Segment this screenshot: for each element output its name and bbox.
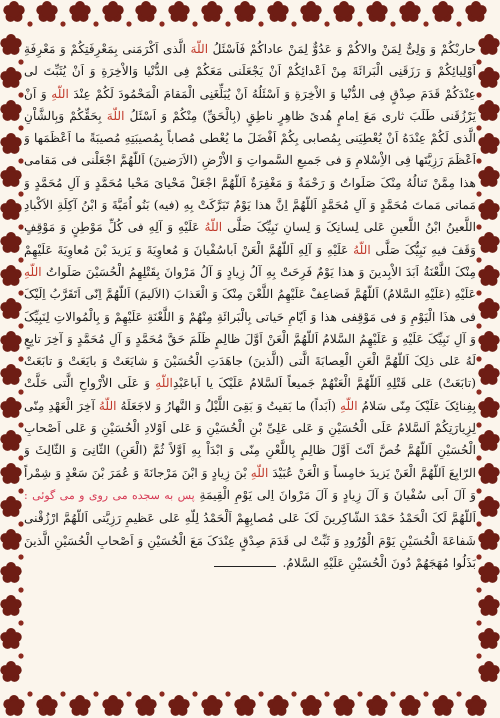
border-dot <box>476 653 481 658</box>
border-flower <box>36 1 57 22</box>
border-flower <box>478 34 499 55</box>
border-dot <box>18 125 23 130</box>
border-flower <box>366 695 387 716</box>
border-dot <box>93 691 98 696</box>
border-flower <box>0 331 21 352</box>
border-flower <box>478 628 499 649</box>
border-dot <box>390 691 395 696</box>
border-flower <box>0 364 21 385</box>
border-flower <box>0 595 21 616</box>
border-dot <box>476 620 481 625</box>
border-dot <box>476 59 481 64</box>
border-dot <box>18 488 23 493</box>
border-flower <box>478 133 499 154</box>
divine-name-highlight: اللّهُ <box>353 242 371 257</box>
border-dot <box>159 21 164 26</box>
border-flower <box>0 133 21 154</box>
border-flower <box>267 695 288 716</box>
border-dot <box>476 356 481 361</box>
border-flower <box>0 265 21 286</box>
prayer-segment: عَلَیْهِ وَ آلِهِ اَللّهُمَّ الْعَنْ اَباسُفْیانَ وَ مُعاوِیَةَ وَ یَزیدَ بْنَ مُعاوِیَةَ عَلَیْهِمْ مِنْکَ اللَّعْنَةُ اَبَدَ الاْبِدینَ وَ هذا یَوْمٌ فَرِحَتْ بِهِ آلُ زِیادٍ وَ آلُ مَرْوانَ بِقَتْلِهِمُ الْحُسَیْنَ صَلَواتُ <box>24 242 476 279</box>
border-flower <box>478 463 499 484</box>
border-dot <box>18 554 23 559</box>
border-flower <box>3 1 24 22</box>
border-flower <box>0 100 21 121</box>
border-flower <box>0 67 21 88</box>
border-dot <box>18 92 23 97</box>
end-line <box>214 566 276 567</box>
border-flower <box>300 1 321 22</box>
border-dot <box>291 21 296 26</box>
border-dot <box>476 554 481 559</box>
prostration-instruction: پس به سجده مى روى و مى گوئى : <box>24 488 195 502</box>
border-flower <box>478 397 499 418</box>
border-flower <box>0 166 21 187</box>
border-dot <box>18 521 23 526</box>
border-dot <box>18 191 23 196</box>
border-flower <box>168 695 189 716</box>
border-dot <box>291 691 296 696</box>
border-dot <box>476 521 481 526</box>
border-flower <box>69 695 90 716</box>
border-dot <box>18 59 23 64</box>
border-dot <box>18 422 23 427</box>
border-flower <box>478 232 499 253</box>
border-dot <box>476 488 481 493</box>
border-flower <box>0 496 21 517</box>
border-flower <box>478 199 499 220</box>
border-flower <box>478 67 499 88</box>
border-dot <box>258 691 263 696</box>
border-flower <box>0 34 21 55</box>
border-dot <box>476 290 481 295</box>
border-dot <box>476 92 481 97</box>
prayer-segment: اَللّهُمَّ لَکَ الْحَمْدُ حَمْدَ الشّاکِرینَ لَکَ عَلى مُصابِهِمْ اَلْحَمْدُ لِلّهِ عَلى عَظیمِ رَزِیَّتى اَللّهُمَّ ارْزُقْنى شَفاعَةَ الْحُسَیْنِ یَوْمَ الْوُرُودِ وَ ثَبِّتْ لى قَدَمَ صِدْقٍ عِنْدَکَ مَعَ الْحُسَیْنِ وَ اَصْحابِ الْحُسَیْنِ الَّذینَ بَذَلُوا مُهَجَهُمْ دُونَ الْحُسَیْنِ عَلَیْهِ السَّلامُ. <box>24 511 476 570</box>
border-flower <box>0 463 21 484</box>
prayer-segment: (اَبَداً) ما بَقیتُ وَ بَقِىَ اللَّیْلُ وَ النَّهارُ وَ لاجَعَلَهُ <box>116 398 340 413</box>
border-dot <box>126 691 131 696</box>
border-dot <box>476 224 481 229</box>
border-flower <box>69 1 90 22</box>
border-dot <box>27 21 32 26</box>
border-flower <box>478 364 499 385</box>
border-dot <box>18 587 23 592</box>
prayer-segment: عَلَیْهِ (عَلَیْهِ السَّلامُ) اَللّهُمَّ فَضاعِفْ عَلَیْهِمُ اللَّعْنَ مِنْکَ وَ الْعَذابَ (الاَلیمَ) اَللّهُمَّ اِنّى اَتَقَرَّبُ اِلَیْکَ فى هذَا الْیَوْمِ وَ فى مَوْقِفى هذا وَ اَیّامِ حَیاتى بِالْبَرائَةِ مِنْهُمْ وَ اللَّعْنَةِ عَلَیْهِمْ وَ بِالْمُوالاتِ لِنَبِیِّکَ وَ آلِ نَبِیِّکَ عَلَیْهِ وَ عَلَیْهِمُ السَّلامُ اَللّهُمَّ الْعَنْ اَوَّلَ ظالِمٍ ظَلَمَ حَقَّ مُحَمَّدٍ وَ آلِ مُحَمَّدٍ وَ آخِرَ تابِعٍ لَهُ عَلى ذلِکَ اَللّهُمَّ الْعَنِ الْعِصابَةَ الَّتى (الَّذینَ) جاهَدَتِ الْحُسَیْنَ وَ شایَعَتْ وَ بایَعَتْ وَ تابَعَتْ (تابَعَتْ) عَلى قَتْلِهِ اَللّهُمَّ الْعَنْهُمْ جَمیعاً اَلسَّلامُ عَلَیْکَ یا اَباعَبْدِ <box>24 287 476 391</box>
border-dot <box>476 422 481 427</box>
border-dot <box>27 691 32 696</box>
border-flower <box>36 695 57 716</box>
border-flower <box>0 397 21 418</box>
border-dot <box>225 691 230 696</box>
border-flower <box>135 1 156 22</box>
prayer-segment: بْنَ زِیادٍ وَ ابْنَ مَرْجانَةَ وَ عُمَرَ بْنَ سَعْدٍ وَ شِمْراً وَ آلَ اَبى سُفْیانَ وَ آلَ زِیادٍ وَ آلَ مَرْوانَ اِلى یَوْمِ الْقِیمَةِ <box>24 465 476 502</box>
border-dot <box>476 257 481 262</box>
prayer-segment: حاربْکُمْ وَ وَلِیٌّ لِمَنْ والاکُمْ وَ عَدُوٌّ لِمَنْ عاداکُمْ فَاَسْئَلُ <box>208 42 476 56</box>
border-dot <box>357 21 362 26</box>
border-flower <box>0 298 21 319</box>
border-flower <box>366 1 387 22</box>
border-flower <box>0 232 21 253</box>
border-dot <box>18 323 23 328</box>
border-flower <box>478 331 499 352</box>
border-flower <box>465 1 486 22</box>
border-dot <box>18 224 23 229</box>
border-dot <box>476 323 481 328</box>
prayer-segment: وَ اَنْ یَرْزُقَنى طَلَبَ ثارى مَعَ اِمامٍ هُدىً ظاهِرٍ ناطِقٍ (بِالْحَقِّ) مِنْکُمْ وَ اَسْئَلُ <box>24 86 476 123</box>
border-dot <box>192 691 197 696</box>
border-dot <box>159 691 164 696</box>
border-dot <box>18 620 23 625</box>
border-flower <box>478 298 499 319</box>
border-dot <box>357 691 362 696</box>
border-flower <box>0 199 21 220</box>
border-flower <box>478 166 499 187</box>
divine-name-highlight: اللّهَ <box>190 42 209 56</box>
divine-name-highlight: اللّهِ <box>51 86 69 101</box>
border-dot <box>18 356 23 361</box>
border-flower <box>168 1 189 22</box>
border-dot <box>456 21 461 26</box>
border-dot <box>60 691 65 696</box>
border-flower <box>3 695 24 716</box>
border-flower <box>478 100 499 121</box>
border-dot <box>476 587 481 592</box>
divine-name-highlight: اللّهُ <box>204 220 223 235</box>
border-dot <box>60 21 65 26</box>
border-flower <box>300 695 321 716</box>
border-flower <box>399 695 420 716</box>
border-flower <box>478 562 499 583</box>
border-dot <box>18 290 23 295</box>
border-dot <box>93 21 98 26</box>
divine-name-highlight: اللّهِ <box>339 398 358 413</box>
border-dot <box>390 21 395 26</box>
border-dot <box>18 257 23 262</box>
divine-name-highlight: اللّهِ <box>24 264 42 279</box>
border-dot <box>476 125 481 130</box>
border-flower <box>432 695 453 716</box>
border-flower <box>234 1 255 22</box>
border-dot <box>423 691 428 696</box>
border-flower <box>234 695 255 716</box>
border-flower <box>267 1 288 22</box>
border-flower <box>478 529 499 550</box>
border-flower <box>478 265 499 286</box>
border-flower <box>432 1 453 22</box>
prayer-segment: الَّذى اَکْرَمَنى بِمَعْرِفَتِکُمْ وَ مَعْرِفَةِ اَوْلِیائِکُمْ وَ رَزَقَنِى الْبَرائَةَ مِنْ اَعْدائِکُمْ اَنْ یَجْعَلَنى مَعَکُمْ فِى الدُّنْیا وَالاْخِرَةِ وَ اَنْ یُثَبِّتَ لى عِنْدَکُمْ قَدَمَ صِدْقٍ فِى الدُّنْیا وَ الاْخِرَةِ وَ اَسْئَلُهُ اَنْ یُبَلِّغَنِى الْمَقامَ الْمَحْمُودَ لَکُمْ عِنْدَ <box>24 42 476 101</box>
border-flower <box>478 430 499 451</box>
border-flower <box>0 628 21 649</box>
prayer-text <box>24 38 476 683</box>
divine-name-highlight: اللّهُ <box>98 398 117 413</box>
border-dot <box>476 191 481 196</box>
prayer-segment: وَ عَلَى الاَْرْواحِ الَّتى حَلَّتْ بِفِنائِکَ عَلَیْکَ مِنّى سَلامُ <box>24 376 476 413</box>
border-flower <box>0 430 21 451</box>
divine-name-highlight: اللّهَ <box>106 108 125 123</box>
border-flower <box>201 695 222 716</box>
prayer-segment: آخِرَ الْعَهْدِ مِنّى لِزِیارَتِکُمْ اَلسَّلامُ عَلَى الْحُسَیْنِ وَ عَلى عَلِىِّ بْنِ الْحُسَیْنِ وَ عَلى اَوْلادِ الْحُسَیْنِ وَ عَلى اَصْحابِ الْحُسَیْنِ اَللّهُمَّ خُصَّ اَنْتَ اَوَّلَ ظالِمٍ بِاللَّعْنِ مِنّى وَ ابْدَاْ بِهِ اَوَّلاً ثُمَّ (الْعَنِ) الثّانِىَ وَ الثّالِثَ وَ الرّابِعَ اَللّهُمَّ الْعَنْ یَزیدَ خامِساً وَ الْعَنْ عُبَیْدَ <box>24 398 476 480</box>
border-dot <box>192 21 197 26</box>
border-flower <box>333 1 354 22</box>
border-flower <box>0 529 21 550</box>
prayer-segment: عَلَیْهِ وَ آلِهِ فى کُلِّ مَوْطِنٍ وَ مَوْقِفٍ وَقَفَ فیهِ نَبِیُّکَ صَلَّى <box>24 220 476 257</box>
border-dot <box>18 389 23 394</box>
prayer-segment: بِحَقِّکُمْ وَبِالشَّاْنِ الَّذى لَکُمْ عِنْدَهُ اَنْ یُعْطِیَنى بِمُصابى بِکُمْ اَفْضَلَ ما یُعْطى مُصاباً بِمُصیبَتِهِ مُصیبَةً ما اَعْظَمَها وَ اَعْظَمَ رَزِیَّتَها فِى الاِْسْلامِ وَ فى جَمیعِ السَّمواتِ وَ الاْرْضِ (الاَرَضینَ) اَللّهُمَّ اجْعَلْنى فى مَقامى هذا مِمَّنْ تَنالُهُ مِنْکَ صَلَواتٌ وَ رَحْمَةٌ وَ مَغْفِرَةٌ اَللّهُمَّ اجْعَلْ مَحْیاىَ مَحْیا مُحَمَّدٍ وَ آلِ مُحَمَّدٍ وَ مَماتى مَماتَ مُحَمَّدٍ وَ آلِ مُحَمَّدٍ اَللّهُمَّ اِنَّ هذا یَوْمٌ تَبَرَّکَتْ بِهِ (فیه) بَنُو اُمَیَّةَ وَ ابْنُ آکِلَةِ الاَکْبادِ اللَّعینُ ابْنُ اللَّعینِ عَلى لِسانِکَ وَ لِسانِ نَبِیِّکَ صَلَّى <box>24 108 476 235</box>
border-dot <box>456 691 461 696</box>
border-flower <box>0 661 21 682</box>
border-flower <box>0 562 21 583</box>
border-dot <box>423 21 428 26</box>
border-flower <box>399 1 420 22</box>
border-dot <box>18 653 23 658</box>
border-flower <box>478 496 499 517</box>
border-dot <box>258 21 263 26</box>
border-dot <box>476 389 481 394</box>
border-flower <box>478 661 499 682</box>
border-flower <box>478 595 499 616</box>
border-flower <box>135 695 156 716</box>
border-flower <box>201 1 222 22</box>
border-flower <box>465 695 486 716</box>
divine-name-highlight: اللّهِ <box>155 376 173 391</box>
border-dot <box>324 21 329 26</box>
border-dot <box>126 21 131 26</box>
border-dot <box>476 158 481 163</box>
border-flower <box>333 695 354 716</box>
border-dot <box>18 455 23 460</box>
border-dot <box>476 455 481 460</box>
border-dot <box>324 691 329 696</box>
divine-name-highlight: اللّهِ <box>250 465 269 480</box>
border-dot <box>18 158 23 163</box>
border-flower <box>102 695 123 716</box>
border-flower <box>102 1 123 22</box>
border-dot <box>225 21 230 26</box>
